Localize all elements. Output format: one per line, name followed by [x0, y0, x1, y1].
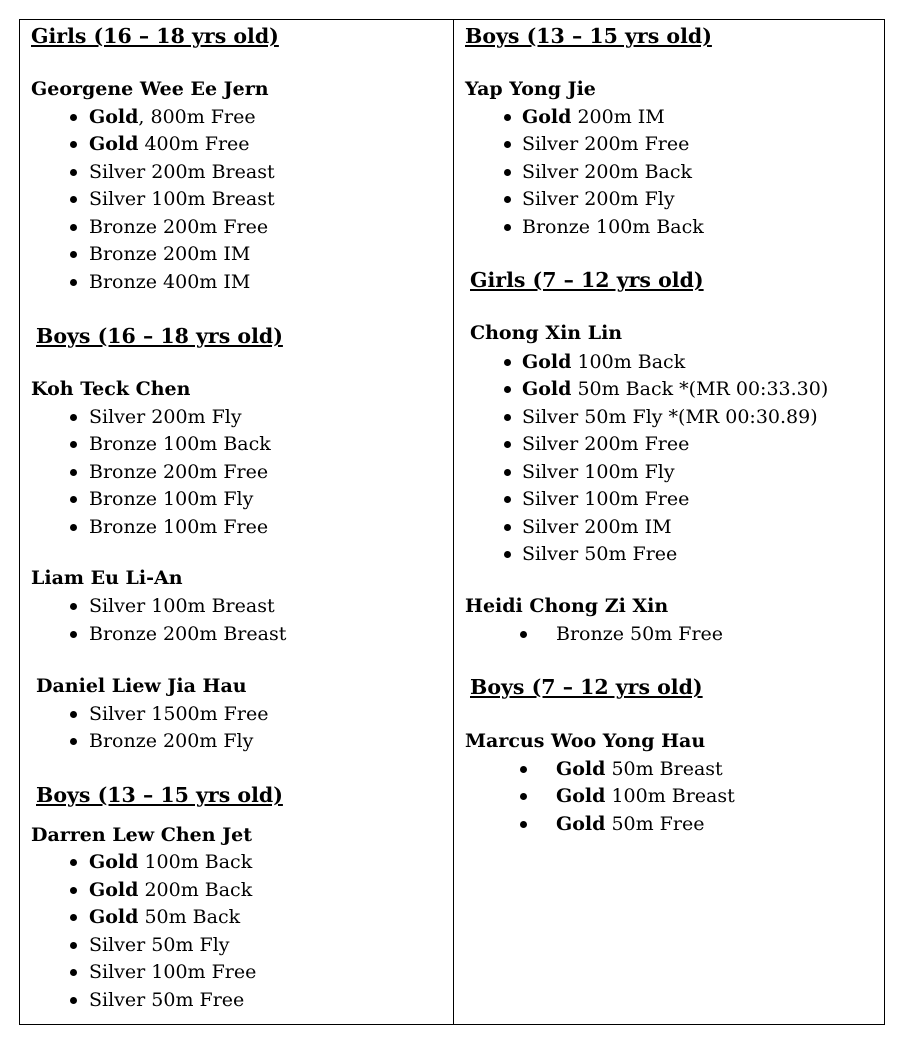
- medal: Gold: [522, 351, 572, 373]
- event: 50m Free: [605, 813, 705, 835]
- athlete-name: Chong Xin Lin: [470, 322, 623, 344]
- medal: Gold: [556, 785, 606, 807]
- medal: Gold: [89, 851, 139, 873]
- section-heading: Boys (13 – 15 yrs old): [36, 783, 283, 807]
- medal: Gold: [89, 879, 139, 901]
- bullet-icon: [504, 441, 511, 448]
- bullet-icon: [70, 969, 77, 976]
- medal: Silver: [89, 595, 146, 617]
- bullet-icon: [70, 141, 77, 148]
- medal: Silver: [89, 989, 146, 1011]
- medal: Bronze: [522, 216, 590, 238]
- athlete-name: Koh Teck Chen: [31, 378, 191, 400]
- medal: Silver: [522, 488, 579, 510]
- event: 200m Free: [156, 216, 269, 238]
- bullet-icon: [70, 496, 77, 503]
- bullet-icon: [504, 414, 511, 421]
- medal: Bronze: [89, 216, 157, 238]
- event: 200m Fly: [578, 188, 675, 210]
- medal: Silver: [522, 161, 579, 183]
- medal: Bronze: [89, 271, 157, 293]
- event: 100m Fly: [578, 461, 675, 483]
- medal: Gold: [522, 378, 572, 400]
- bullet-icon: [70, 631, 77, 638]
- medal: Bronze: [89, 488, 157, 510]
- event: 100m Back: [589, 216, 704, 238]
- section-heading: Girls (7 – 12 yrs old): [470, 268, 704, 292]
- bullet-icon: [70, 524, 77, 531]
- medal: Silver: [522, 133, 579, 155]
- event: 200m IM: [571, 106, 665, 128]
- medal: Silver: [522, 433, 579, 455]
- bullet-icon: [504, 169, 511, 176]
- athlete-name: Darren Lew Chen Jet: [31, 824, 253, 846]
- bullet-icon: [70, 441, 77, 448]
- right-column: [454, 20, 884, 1024]
- medal: Gold: [89, 906, 139, 928]
- event: 1500m Free: [145, 703, 269, 725]
- bullet-icon: [70, 914, 77, 921]
- bullet-icon: [70, 196, 77, 203]
- bullet-icon: [70, 711, 77, 718]
- bullet-icon: [504, 496, 511, 503]
- event: 200m Free: [578, 433, 690, 455]
- bullet-icon: [504, 224, 511, 231]
- medal: Bronze: [89, 730, 157, 752]
- event: 50m Free: [578, 543, 678, 565]
- bullet-icon: [70, 887, 77, 894]
- event: 50m Fly: [145, 934, 230, 956]
- section-heading: Boys (16 – 18 yrs old): [36, 324, 283, 348]
- event: 100m Breast: [145, 188, 275, 210]
- event: 200m IM: [578, 516, 672, 538]
- section-heading: Boys (7 – 12 yrs old): [470, 675, 703, 699]
- bullet-icon: [70, 279, 77, 286]
- event: 200m Fly: [145, 406, 242, 428]
- athlete-name: Yap Yong Jie: [465, 78, 596, 100]
- bullet-icon: [70, 251, 77, 258]
- bullet-icon: [504, 551, 511, 558]
- medal: Gold: [89, 133, 139, 155]
- event: 50m Back *(MR 00:33.30): [571, 378, 829, 400]
- bullet-icon: [70, 859, 77, 866]
- event: 100m Back: [138, 851, 253, 873]
- medal: Bronze: [89, 461, 157, 483]
- event: 100m Back: [571, 351, 686, 373]
- medal: Silver: [89, 703, 146, 725]
- athlete-name: Heidi Chong Zi Xin: [465, 595, 669, 617]
- medal: Silver: [522, 543, 579, 565]
- event: 400m Free: [138, 133, 250, 155]
- event: 200m Fly: [156, 730, 254, 752]
- bullet-icon: [520, 793, 527, 800]
- bullet-icon: [504, 469, 511, 476]
- section-heading: Girls (16 – 18 yrs old): [31, 24, 279, 48]
- medal: Bronze: [89, 623, 157, 645]
- event: 50m Fly *(MR 00:30.89): [578, 406, 818, 428]
- medal: Silver: [522, 516, 579, 538]
- event: 200m Back: [578, 161, 693, 183]
- bullet-icon: [504, 141, 511, 148]
- medal: Silver: [89, 961, 146, 983]
- event: 200m Back: [138, 879, 253, 901]
- bullet-icon: [520, 766, 527, 773]
- bullet-icon: [504, 386, 511, 393]
- bullet-icon: [70, 738, 77, 745]
- medal: Bronze: [89, 433, 157, 455]
- event: , 800m Free: [138, 106, 256, 128]
- event: 100m Free: [578, 488, 690, 510]
- event: 50m Back: [138, 906, 241, 928]
- medal: Bronze: [89, 243, 157, 265]
- event: 200m IM: [156, 243, 251, 265]
- medal: Silver: [522, 461, 579, 483]
- event: 50m Free: [145, 989, 245, 1011]
- bullet-icon: [504, 524, 511, 531]
- athlete-name: Liam Eu Li-An: [31, 567, 183, 589]
- bullet-icon: [70, 603, 77, 610]
- medal: Silver: [89, 188, 146, 210]
- bullet-icon: [70, 942, 77, 949]
- results-table: [19, 19, 885, 1025]
- event: 50m Breast: [605, 758, 723, 780]
- event: 50m Free: [623, 623, 724, 645]
- event: 400m IM: [156, 271, 251, 293]
- medal: Gold: [556, 813, 606, 835]
- bullet-icon: [70, 997, 77, 1004]
- bullet-icon: [520, 821, 527, 828]
- medal: Silver: [522, 406, 579, 428]
- bullet-icon: [504, 359, 511, 366]
- medal: Gold: [89, 106, 139, 128]
- event: 100m Fly: [156, 488, 254, 510]
- medal: Bronze: [89, 516, 157, 538]
- event: 100m Free: [145, 961, 257, 983]
- bullet-icon: [70, 224, 77, 231]
- bullet-icon: [520, 631, 527, 638]
- medal: Gold: [522, 106, 572, 128]
- bullet-icon: [70, 414, 77, 421]
- athlete-name: Georgene Wee Ee Jern: [31, 78, 269, 100]
- event: 100m Free: [156, 516, 269, 538]
- medal: Silver: [89, 161, 146, 183]
- athlete-name: Marcus Woo Yong Hau: [465, 730, 706, 752]
- event: 200m Breast: [156, 623, 287, 645]
- medal: Silver: [89, 406, 146, 428]
- event: 200m Breast: [145, 161, 275, 183]
- medal: Silver: [89, 934, 146, 956]
- event: 200m Free: [156, 461, 269, 483]
- bullet-icon: [70, 114, 77, 121]
- event: 100m Back: [156, 433, 271, 455]
- event: 100m Breast: [605, 785, 735, 807]
- medal: Bronze: [556, 623, 624, 645]
- bullet-icon: [70, 469, 77, 476]
- athlete-name: Daniel Liew Jia Hau: [36, 675, 247, 697]
- bullet-icon: [504, 114, 511, 121]
- section-heading: Boys (13 – 15 yrs old): [465, 24, 712, 48]
- event: 100m Breast: [145, 595, 275, 617]
- bullet-icon: [504, 196, 511, 203]
- event: 200m Free: [578, 133, 690, 155]
- medal: Gold: [556, 758, 606, 780]
- bullet-icon: [70, 169, 77, 176]
- left-column: [20, 20, 454, 1024]
- medal: Silver: [522, 188, 579, 210]
